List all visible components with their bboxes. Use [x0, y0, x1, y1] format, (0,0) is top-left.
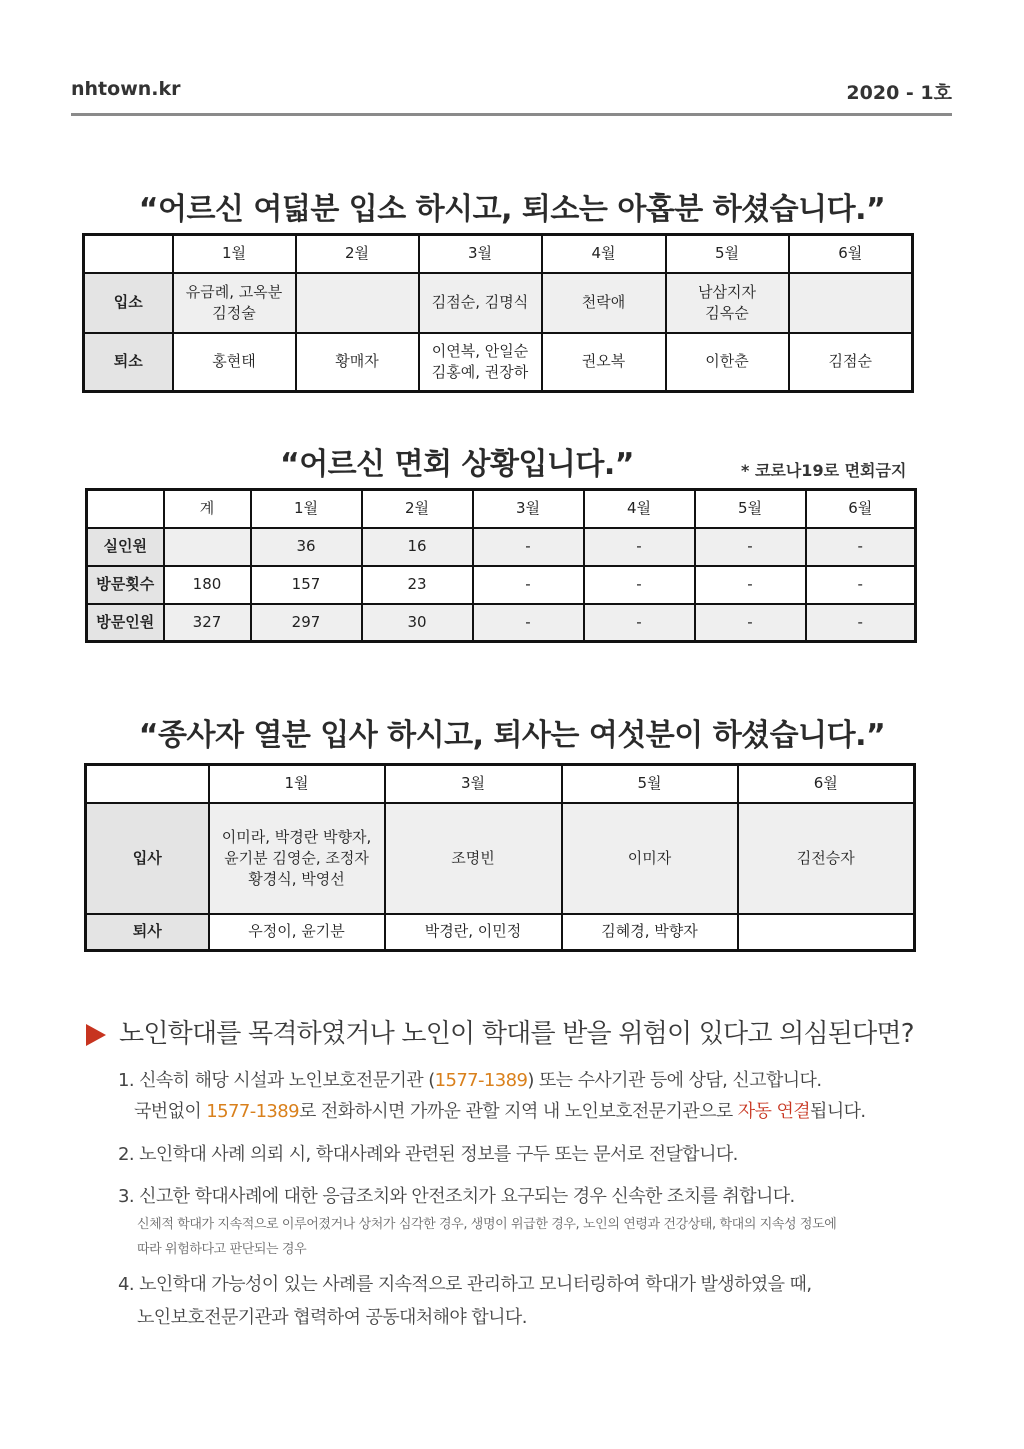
table-cell: - — [806, 528, 916, 566]
table-cell: 김점순, 김명식 — [419, 273, 542, 333]
table-cell: 327 — [164, 604, 251, 642]
info-item-3-note: 따라 위험하다고 판단되는 경우 — [137, 1242, 307, 1257]
column-header: 1월 — [251, 490, 362, 528]
table-row — [87, 566, 916, 604]
column-header: 계 — [164, 490, 251, 528]
table-cell: 157 — [251, 566, 362, 604]
table-header-row — [84, 235, 913, 273]
table-row — [86, 914, 915, 951]
table-cell: 천락애 — [542, 273, 666, 333]
table-cell: 이연복, 안일순 김홍예, 권장하 — [419, 333, 542, 392]
column-header: 4월 — [584, 490, 695, 528]
corner-cell — [87, 490, 164, 528]
text: 국번없이 — [134, 1101, 207, 1122]
table-cell — [164, 528, 251, 566]
info-headline-text: 노인학대를 목격하였거나 노인이 학대를 받을 위험이 있다고 의심된다면? — [119, 1019, 914, 1049]
hotline-number: 1577-1389 — [206, 1101, 299, 1122]
table-cell: - — [806, 604, 916, 642]
column-header: 6월 — [789, 235, 913, 273]
info-item-2: 2. 노인학대 사례 의뢰 시, 학대사례와 관련된 정보를 구두 또는 문서로 전달합니다. — [118, 1144, 738, 1165]
triangle-bullet-icon — [86, 1024, 106, 1046]
info-item-4: 4. 노인학대 가능성이 있는 사례를 지속적으로 관리하고 모니터링하여 학대가 발생하였을 때, — [118, 1274, 812, 1295]
table-cell: 조명빈 — [385, 803, 562, 914]
column-header: 3월 — [473, 490, 584, 528]
table-cell: 23 — [362, 566, 473, 604]
text: ) 또는 수사기관 등에 상담, 신고합니다. — [527, 1070, 822, 1091]
table-cell: 30 — [362, 604, 473, 642]
table-cell: 이미라, 박경란 박향자, 윤기분 김영순, 조정자 황경식, 박영선 — [209, 803, 385, 914]
table-cell: - — [695, 566, 806, 604]
table-cell: - — [584, 528, 695, 566]
hotline-number: 1577-1389 — [434, 1070, 528, 1091]
table-cell: 유금례, 고옥분 김정술 — [173, 273, 296, 333]
table-row — [86, 803, 915, 914]
table-row — [84, 333, 913, 392]
info-item-1 — [118, 1066, 821, 1092]
site-url: nhtown.kr — [71, 78, 181, 100]
table-cell: 297 — [251, 604, 362, 642]
row-header: 입소 — [84, 273, 173, 333]
text: 1. 신속히 해당 시설과 노인보호전문기관 ( — [118, 1070, 435, 1091]
table-cell — [296, 273, 419, 333]
row-header: 방문횟수 — [87, 566, 164, 604]
column-header: 4월 — [542, 235, 666, 273]
admission-table — [82, 233, 914, 393]
table-cell: 남삼지자 김옥순 — [666, 273, 789, 333]
table-cell: 180 — [164, 566, 251, 604]
page-header — [71, 76, 952, 116]
table-row — [87, 528, 916, 566]
table-cell: 이한춘 — [666, 333, 789, 392]
table-cell: 우정이, 윤기분 — [209, 914, 385, 951]
row-header: 퇴소 — [84, 333, 173, 392]
staff-title: “종사자 열분 입사 하시고, 퇴사는 여섯분이 하셨습니다.” — [138, 718, 886, 753]
info-item-4-detail: 노인보호전문기관과 협력하여 공동대처해야 합니다. — [137, 1307, 527, 1328]
table-cell: - — [473, 604, 584, 642]
admission-title: “어르신 여덟분 입소 하시고, 퇴소는 아홉분 하셨습니다.” — [138, 192, 886, 227]
table-cell: 16 — [362, 528, 473, 566]
table-cell — [789, 273, 913, 333]
table-cell: - — [584, 566, 695, 604]
table-cell: - — [473, 566, 584, 604]
column-header: 6월 — [806, 490, 916, 528]
column-header: 2월 — [296, 235, 419, 273]
column-header: 5월 — [562, 765, 738, 803]
visit-table — [85, 488, 917, 643]
staff-table — [84, 763, 916, 952]
corner-cell — [86, 765, 209, 803]
row-header: 방문인원 — [87, 604, 164, 642]
table-cell: - — [584, 604, 695, 642]
visit-title: “어르신 면회 상황입니다.” — [279, 447, 635, 482]
text: 로 전화하시면 가까운 관할 지역 내 노인보호전문기관으로 — [299, 1101, 738, 1122]
row-header: 실인원 — [87, 528, 164, 566]
abuse-report-info — [86, 1014, 946, 1328]
table-cell: 김혜경, 박향자 — [562, 914, 738, 951]
row-header: 입사 — [86, 803, 209, 914]
column-header: 1월 — [209, 765, 385, 803]
table-cell: - — [695, 528, 806, 566]
text: 됩니다. — [810, 1101, 866, 1122]
column-header: 6월 — [738, 765, 915, 803]
column-header: 1월 — [173, 235, 296, 273]
table-cell: 권오복 — [542, 333, 666, 392]
column-header: 2월 — [362, 490, 473, 528]
column-header: 3월 — [419, 235, 542, 273]
table-cell: - — [695, 604, 806, 642]
table-cell — [738, 914, 915, 951]
column-header: 5월 — [666, 235, 789, 273]
info-item-1-detail — [134, 1097, 866, 1123]
column-header: 5월 — [695, 490, 806, 528]
table-row — [87, 604, 916, 642]
table-header-row — [86, 765, 915, 803]
covid-note: * 코로나19로 면회금지 — [741, 461, 907, 480]
table-cell: 김점순 — [789, 333, 913, 392]
table-cell: - — [806, 566, 916, 604]
issue-number: 2020 - 1호 — [846, 82, 952, 104]
auto-connect-text: 자동 연결 — [737, 1101, 811, 1122]
column-header: 3월 — [385, 765, 562, 803]
table-cell: 황매자 — [296, 333, 419, 392]
row-header: 퇴사 — [86, 914, 209, 951]
table-header-row — [87, 490, 916, 528]
table-cell: 김전승자 — [738, 803, 915, 914]
corner-cell — [84, 235, 173, 273]
table-cell: - — [473, 528, 584, 566]
table-cell: 36 — [251, 528, 362, 566]
info-headline — [86, 1014, 946, 1054]
info-item-3: 3. 신고한 학대사례에 대한 응급조치와 안전조치가 요구되는 경우 신속한 조치를 취합니다. — [118, 1186, 795, 1207]
table-cell: 홍현태 — [173, 333, 296, 392]
table-row — [84, 273, 913, 333]
table-cell: 박경란, 이민정 — [385, 914, 562, 951]
table-cell: 이미자 — [562, 803, 738, 914]
info-item-3-note: 신체적 학대가 지속적으로 이루어졌거나 상처가 심각한 경우, 생명이 위급한 경우, 노인의 연령과 건강상태, 학대의 지속성 정도에 — [137, 1217, 837, 1232]
